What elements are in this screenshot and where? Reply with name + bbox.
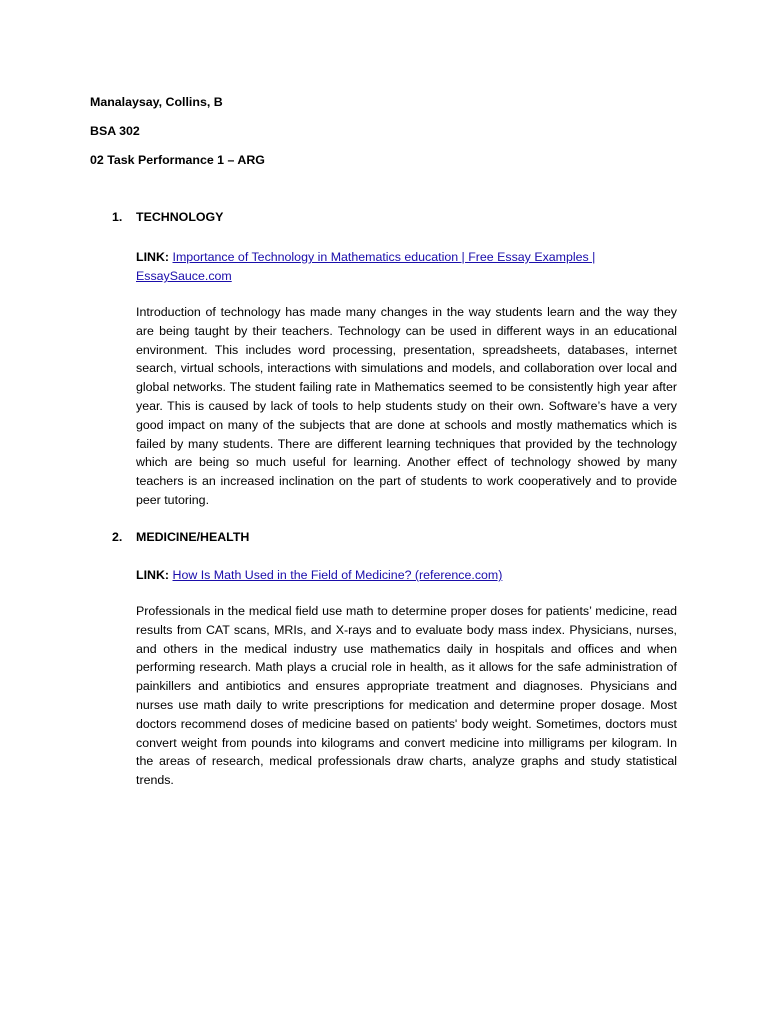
section-number: 2. <box>112 530 123 544</box>
section-body: Professionals in the medical field use math to determine proper doses for patients’ medicine, read results from CAT scans, MRIs, and X-rays and to evaluate body mass index. Physicians, nurses, and others in the medical industry use mathematics daily in hospitals and offices and when performing research. Math plays a crucial role in health, as it allows for the safe administration of painkillers and antibiotics and ensures appropriate treatment and diagnoses. Physicians and nurses use math daily to write prescriptions for medication and determine proper dosage. Most doctors recommend doses of medicine based on patients' body weight. Sometimes, doctors must convert weight from pounds into kilograms and convert medicine into milligrams per kilogram. In the areas of research, medical professionals draw charts, analyze graphs and study statistical trends. <box>136 604 677 788</box>
link-line <box>136 566 676 585</box>
link-label: LINK: <box>136 250 170 264</box>
section-title: TECHNOLOGY <box>136 210 224 224</box>
section-body: Introduction of technology has made many changes in the way students learn and the way they are being taught by their teachers. Technology can be used in different ways in an educational environment. This includes word processing, presentation, spreadsheets, databases, internet search, virtual schools, interactions with simulations and models, and collaboration over local and global networks. The student failing rate in Mathematics seemed to be consistently high year after year. This is caused by lack of tools to help students study on their own. Software’s have a very good impact on many of the subjects that are done at schools and mostly mathematics which is failed by many students. There are different learning techniques that provided by the technology which are being so much useful for learning. Another effect of technology showed by many teachers is an increased inclination on the part of students to work cooperatively and to provide peer tutoring. <box>136 305 677 507</box>
link-label: LINK: <box>136 568 170 582</box>
section-title: MEDICINE/HEALTH <box>136 530 250 544</box>
task-title: 02 Task Performance 1 – ARG <box>90 153 265 167</box>
source-link[interactable]: Importance of Technology in Mathematics education | Free Essay Examples | EssaySauce.com <box>136 250 596 283</box>
section-number: 1. <box>112 210 123 224</box>
course-code: BSA 302 <box>90 124 140 138</box>
source-link[interactable]: How Is Math Used in the Field of Medicine? (reference.com) <box>172 568 503 582</box>
author-name: Manalaysay, Collins, B <box>90 95 223 109</box>
link-line <box>136 248 676 286</box>
